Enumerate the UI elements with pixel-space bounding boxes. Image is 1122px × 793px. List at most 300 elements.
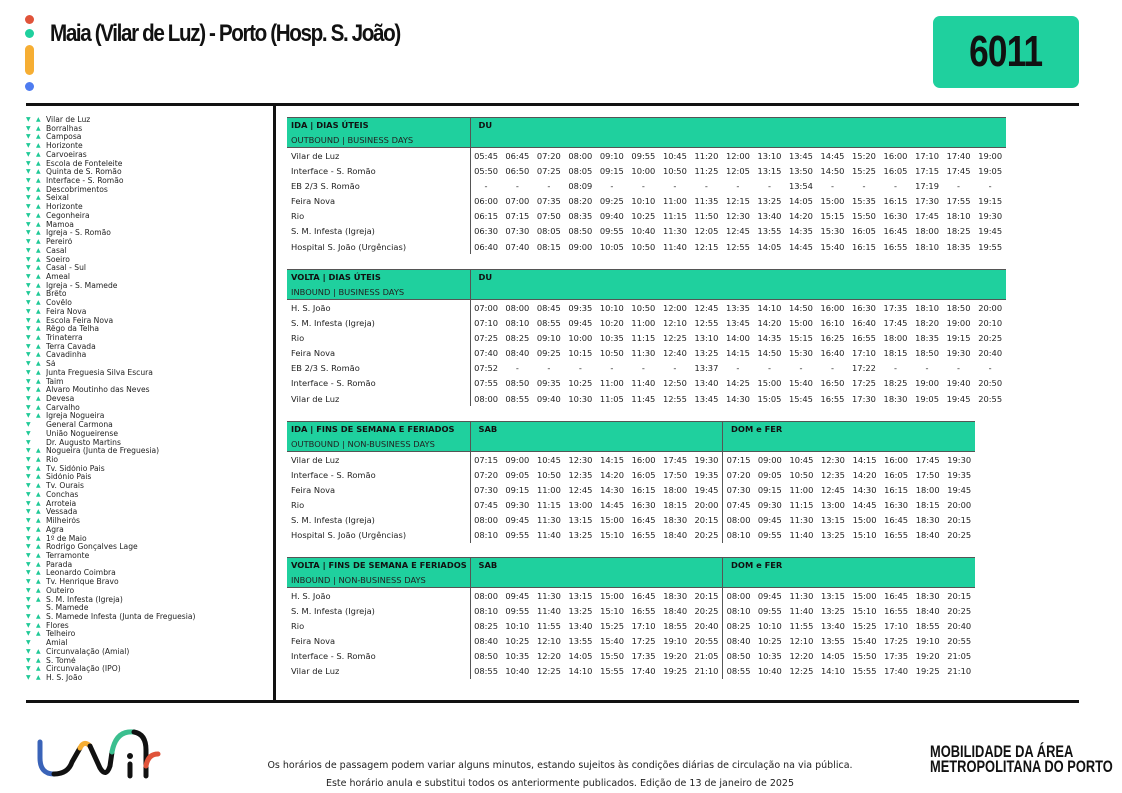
stop-name: Tv. Sidónio Pais [46, 464, 105, 473]
arrow-down-icon: ▼ [26, 133, 31, 141]
departure-time: 11:15 [536, 500, 561, 511]
stop-name: Horizonte [46, 142, 83, 151]
departure-time: 18:30 [663, 590, 688, 601]
departure-time: 18:10 [915, 241, 939, 252]
departure-time: 07:55 [470, 376, 502, 391]
stop-list-item [26, 273, 202, 282]
departure-time: 20:25 [947, 605, 972, 616]
departure-time: 20:15 [947, 515, 972, 526]
arrow-up-icon: ▲ [36, 325, 41, 333]
arrow-down-icon: ▼ [26, 429, 31, 437]
departure-time: 18:00 [915, 484, 940, 495]
departure-time: 17:35 [883, 302, 908, 313]
stop-list-item [26, 282, 202, 291]
arrow-down-icon: ▼ [26, 264, 31, 272]
arrow-up-icon: ▲ [36, 377, 41, 385]
stop-name: Soeiro [46, 255, 70, 264]
departure-time: 19:05 [915, 393, 939, 404]
arrow-down-icon: ▼ [26, 360, 31, 368]
departure-time: 08:09 [568, 180, 593, 191]
departure-time: - [767, 363, 771, 374]
row-stop-name: Rio [291, 211, 305, 222]
arrow-up-icon: ▲ [36, 168, 41, 176]
table-header-row [287, 118, 1006, 133]
departure-time: 10:50 [536, 469, 561, 480]
departure-time: 13:00 [821, 500, 845, 511]
stop-name: Telheiro [46, 630, 76, 639]
departure-time: 09:15 [505, 484, 530, 495]
departure-time: 13:40 [821, 620, 845, 631]
departure-time: 10:45 [789, 454, 814, 465]
arrow-up-icon: ▲ [36, 456, 41, 464]
stop-name: Outeiro [46, 586, 75, 595]
departure-time: 11:30 [631, 348, 656, 359]
table-title: VOLTA | DIAS ÚTEIS [287, 270, 470, 285]
departure-time: 14:30 [600, 484, 624, 495]
stop-name: Camposa [46, 133, 82, 142]
table-row [287, 193, 1006, 208]
footer-notice-1: Os horários de passagem podem variar alguns minutos, estando sujeitos às condições diárias de circulação na via pública. [267, 760, 853, 771]
stop-list-item [26, 439, 202, 448]
departure-time: 07:45 [470, 497, 502, 512]
stop-name: Igreja - S. Romão [46, 229, 111, 238]
row-stop-name: H. S. João [291, 302, 331, 313]
arrow-down-icon: ▼ [26, 386, 31, 394]
stop-list-item [26, 517, 202, 526]
table-row [287, 618, 975, 633]
arrow-down-icon: ▼ [26, 229, 31, 237]
service-spacer [723, 573, 976, 588]
departure-time: 12:10 [536, 636, 561, 647]
arrow-up-icon: ▲ [36, 177, 41, 185]
arrow-down-icon: ▼ [26, 177, 31, 185]
departure-time: 14:35 [789, 226, 813, 237]
table-row [287, 649, 975, 664]
departure-time: 11:55 [789, 620, 814, 631]
departure-time: 17:10 [631, 620, 656, 631]
departure-time: 20:55 [947, 636, 972, 647]
table-row [287, 482, 975, 497]
departure-time: 19:45 [946, 393, 971, 404]
departure-time: 08:45 [536, 302, 561, 313]
departure-time: 15:55 [600, 666, 624, 677]
departure-time: 15:40 [789, 378, 813, 389]
stop-name: Borralhas [46, 124, 83, 133]
arrow-down-icon: ▼ [26, 316, 31, 324]
stop-name: Parada [46, 560, 73, 569]
arrow-up-icon: ▲ [36, 159, 41, 167]
departure-time: 12:55 [725, 241, 750, 252]
departure-time: 21:05 [694, 651, 719, 662]
arrow-up-icon: ▲ [36, 551, 41, 559]
arrow-up-icon: ▲ [36, 665, 41, 673]
departure-time: 14:45 [600, 500, 624, 511]
departure-time: 08:40 [723, 633, 755, 648]
stop-list-item [26, 360, 202, 369]
arrow-down-icon: ▼ [26, 238, 31, 246]
arrow-up-icon: ▲ [36, 403, 41, 411]
stop-list-item [26, 133, 202, 142]
table-row [287, 315, 1006, 330]
departure-time: 20:00 [947, 500, 972, 511]
departure-time: 08:05 [536, 226, 561, 237]
table-row [287, 361, 1006, 376]
departure-time: 18:50 [946, 302, 971, 313]
departure-time: 18:40 [663, 530, 688, 541]
departure-time: 19:40 [946, 378, 971, 389]
table-subheader-row [287, 285, 1006, 300]
departure-time: 16:45 [884, 590, 909, 601]
departure-time: 10:10 [505, 620, 530, 631]
arrow-down-icon: ▼ [26, 464, 31, 472]
table-subtitle: OUTBOUND | BUSINESS DAYS [287, 133, 470, 148]
departure-time: 11:30 [789, 590, 814, 601]
departure-time: 14:05 [757, 241, 782, 252]
table-subtitle: OUTBOUND | NON-BUSINESS DAYS [287, 437, 470, 452]
departure-time: 12:50 [662, 378, 687, 389]
departure-time: 11:40 [536, 605, 561, 616]
departure-time: 10:35 [599, 332, 624, 343]
stop-list-item [26, 116, 202, 125]
arrow-down-icon: ▼ [26, 647, 31, 655]
departure-time: 08:55 [470, 664, 502, 679]
departure-time: 15:00 [600, 515, 624, 526]
departure-time: 14:10 [757, 302, 782, 313]
departure-time: 10:10 [757, 620, 782, 631]
departure-time: 09:00 [568, 241, 593, 252]
departure-time: 07:10 [470, 315, 502, 330]
row-stop-name: Feira Nova [291, 636, 336, 647]
departure-time: 12:45 [725, 226, 750, 237]
departure-time: 07:40 [505, 241, 530, 252]
departure-time: 16:45 [884, 515, 909, 526]
departure-time: 13:55 [821, 636, 845, 647]
departure-time: 21:10 [947, 666, 972, 677]
departure-time: 19:05 [978, 165, 1003, 176]
departure-time: 06:15 [470, 209, 502, 224]
departure-time: - [862, 180, 866, 191]
departure-time: 17:35 [884, 651, 909, 662]
departure-time: 16:45 [631, 590, 656, 601]
departure-time: 14:45 [820, 150, 845, 161]
departure-time: 19:25 [915, 666, 940, 677]
arrow-down-icon: ▼ [26, 543, 31, 551]
departure-time: 12:30 [568, 454, 593, 465]
departure-time: 05:45 [470, 148, 502, 163]
arrow-down-icon: ▼ [26, 473, 31, 481]
arrow-up-icon: ▲ [36, 447, 41, 455]
departure-time: 19:45 [694, 484, 719, 495]
departure-time: 14:05 [568, 651, 593, 662]
stop-name: S. Tomé [46, 656, 76, 665]
departure-time: 07:00 [505, 196, 530, 207]
arrow-down-icon: ▼ [26, 194, 31, 202]
timetable-inbound-non-business-days [287, 557, 975, 679]
departure-time: 16:45 [631, 515, 656, 526]
departure-time: 20:40 [947, 620, 972, 631]
departure-time: 14:20 [852, 469, 877, 480]
departure-time: 17:19 [915, 180, 939, 191]
departure-time: 20:25 [978, 332, 1003, 343]
table-title: IDA | DIAS ÚTEIS [287, 118, 470, 133]
departure-time: - [767, 180, 771, 191]
departure-time: 16:05 [883, 165, 908, 176]
brand-dot-blue [25, 82, 34, 91]
departure-time: 10:50 [662, 165, 687, 176]
departure-time: 08:35 [568, 211, 593, 222]
departure-time: 19:30 [947, 454, 972, 465]
stop-name: Pereiró [46, 238, 73, 247]
stop-name: Arroteia [46, 499, 77, 508]
stop-list-item [26, 630, 202, 639]
stop-name: Igreja - S. Mamede [46, 281, 118, 290]
service-spacer [470, 437, 723, 452]
stop-name: Vilar de Luz [46, 116, 91, 124]
row-stop-name: Vilar de Luz [291, 454, 340, 465]
departure-time: 13:10 [694, 332, 719, 343]
departure-time: 08:50 [723, 649, 755, 664]
stop-list-item [26, 325, 202, 334]
arrow-down-icon: ▼ [26, 342, 31, 350]
arrow-down-icon: ▼ [26, 142, 31, 150]
departure-time: 11:30 [662, 226, 687, 237]
row-stop-name: S. M. Infesta (Igreja) [291, 317, 375, 328]
stop-list-item [26, 657, 202, 666]
departure-time: 08:25 [470, 618, 502, 633]
arrow-up-icon: ▲ [36, 560, 41, 568]
stop-list-item [26, 378, 202, 387]
authority-line-1: MOBILIDADE DA ÁREA [930, 743, 1074, 761]
row-stop-name: EB 2/3 S. Romão [291, 180, 360, 191]
stop-list-item [26, 665, 202, 674]
departure-time: 14:05 [789, 196, 813, 207]
table-row [287, 345, 1006, 360]
departure-time: 17:45 [915, 454, 940, 465]
departure-time: 11:00 [631, 317, 656, 328]
departure-time: 16:45 [883, 226, 908, 237]
row-stop-name: S. M. Infesta (Igreja) [291, 515, 375, 526]
table-row [287, 330, 1006, 345]
unir-logo [36, 726, 176, 785]
departure-time: 16:30 [883, 211, 908, 222]
table-subheader-row [287, 437, 975, 452]
departure-time: 14:20 [757, 317, 782, 328]
departure-time: 18:30 [883, 393, 908, 404]
stop-list-item [26, 229, 202, 238]
arrow-down-icon: ▼ [26, 630, 31, 638]
departure-time: - [673, 180, 677, 191]
departure-time: 09:55 [505, 530, 530, 541]
arrow-down-icon: ▼ [26, 220, 31, 228]
departure-time: 11:40 [789, 605, 814, 616]
departure-time: 15:15 [789, 332, 813, 343]
departure-time: 16:55 [884, 530, 909, 541]
departure-time: 17:25 [631, 636, 656, 647]
row-stop-name: Rio [291, 500, 305, 511]
departure-time: 19:10 [663, 636, 688, 647]
departure-time: 11:00 [536, 484, 561, 495]
arrow-up-icon: ▲ [36, 386, 41, 394]
arrow-down-icon: ▼ [26, 272, 31, 280]
arrow-down-icon: ▼ [26, 438, 31, 446]
stop-list-item [26, 569, 202, 578]
row-stop-name: Interface - S. Romão [291, 651, 376, 662]
departure-time: 08:40 [470, 633, 502, 648]
stop-name: Conchas [46, 490, 79, 499]
arrow-down-icon: ▼ [26, 255, 31, 263]
departure-time: 17:45 [946, 165, 971, 176]
departure-time: 19:30 [946, 348, 971, 359]
departure-time: 08:15 [536, 241, 561, 252]
departure-time: 13:50 [789, 165, 813, 176]
arrow-up-icon: ▲ [36, 333, 41, 341]
stop-list-item [26, 308, 202, 317]
table-row [287, 376, 1006, 391]
departure-time: 12:25 [536, 666, 561, 677]
departure-time: 20:55 [978, 393, 1003, 404]
departure-time: 14:00 [725, 332, 750, 343]
arrow-up-icon: ▲ [36, 595, 41, 603]
stop-name: Interface - S. Romão [46, 177, 124, 186]
divider-vertical [273, 106, 276, 701]
footer-notice-2: Este horário anula e substitui todos os anteriormente publicados. Edição de 13 de janeiro de 2025 [325, 778, 794, 789]
departure-time: 08:50 [470, 649, 502, 664]
departure-time: 19:15 [946, 332, 971, 343]
arrow-down-icon: ▼ [26, 377, 31, 385]
arrow-down-icon: ▼ [26, 281, 31, 289]
departure-time: 13:25 [821, 530, 845, 541]
arrow-down-icon: ▼ [26, 551, 31, 559]
stop-list-item [26, 299, 202, 308]
departure-time: 06:45 [505, 150, 530, 161]
departure-time: 20:55 [694, 636, 719, 647]
departure-time: 16:50 [820, 378, 845, 389]
departure-time: 10:25 [505, 636, 530, 647]
departure-time: 16:55 [852, 332, 876, 343]
arrow-up-icon: ▲ [36, 586, 41, 594]
departure-time: 10:25 [631, 211, 656, 222]
row-stop-name: Rio [291, 332, 305, 343]
departure-time: 07:25 [536, 165, 561, 176]
departure-time: 11:45 [631, 393, 656, 404]
departure-time: 12:35 [821, 469, 845, 480]
departure-time: 17:10 [915, 150, 939, 161]
departure-time: 18:25 [946, 226, 971, 237]
departure-time: 18:40 [915, 530, 940, 541]
departure-time: 11:15 [662, 211, 687, 222]
stop-name: Flores [46, 621, 69, 630]
stop-list-item [26, 212, 202, 221]
departure-time: - [578, 363, 582, 374]
arrow-up-icon: ▲ [36, 630, 41, 638]
arrow-up-icon: ▲ [36, 412, 41, 420]
departure-time: 16:30 [631, 500, 656, 511]
arrow-up-icon: ▲ [36, 656, 41, 664]
stop-list-item [26, 221, 202, 230]
departure-time: - [470, 178, 502, 193]
service-type-label: SAB [470, 558, 723, 573]
departure-time: 13:10 [757, 150, 782, 161]
departure-time: 13:25 [568, 530, 593, 541]
departure-time: 10:40 [757, 666, 782, 677]
stop-name: Terramonte [46, 551, 90, 560]
departure-time: 17:45 [915, 211, 939, 222]
departure-time: 11:05 [599, 393, 624, 404]
departure-time: 15:00 [600, 590, 624, 601]
departure-time: 08:00 [568, 150, 593, 161]
departure-time: 07:15 [470, 452, 502, 467]
departure-time: 19:00 [978, 150, 1003, 161]
arrow-up-icon: ▲ [36, 133, 41, 141]
departure-time: 17:40 [631, 666, 656, 677]
stop-name: Escola Feira Nova [46, 316, 114, 325]
departure-time: 14:30 [852, 484, 877, 495]
stop-list-item [26, 247, 202, 256]
departure-time: 16:55 [820, 393, 845, 404]
arrow-up-icon: ▲ [36, 194, 41, 202]
brand-dot-green [25, 29, 34, 38]
departure-time: 08:55 [723, 664, 755, 679]
departure-time: 19:35 [694, 469, 719, 480]
departure-time: 18:55 [663, 620, 688, 631]
departure-time: 19:00 [915, 378, 939, 389]
timetable-outbound-business-days [287, 117, 1006, 254]
arrow-up-icon: ▲ [36, 499, 41, 507]
arrow-up-icon: ▲ [36, 351, 41, 359]
arrow-down-icon: ▼ [26, 299, 31, 307]
departure-time: 20:25 [947, 530, 972, 541]
stop-name: Horizonte [46, 203, 83, 212]
stop-name: Alvaro Moutinho das Neves [46, 386, 150, 395]
departure-time: 20:25 [694, 605, 719, 616]
departure-time: 14:25 [725, 378, 750, 389]
departure-time: 07:40 [470, 345, 502, 360]
departure-time: 10:45 [662, 150, 687, 161]
authority-line-2: METROPOLITANA DO PORTO [930, 758, 1113, 776]
departure-time: 14:20 [789, 211, 813, 222]
departure-time: - [704, 180, 708, 191]
arrow-up-icon: ▲ [36, 307, 41, 315]
departure-time: 15:40 [820, 241, 845, 252]
departure-time: 16:00 [820, 302, 845, 313]
table-subheader-row [287, 133, 1006, 148]
departure-time: 12:40 [662, 348, 687, 359]
stop-list [26, 116, 202, 683]
departure-time: 09:15 [599, 165, 624, 176]
departure-time: 17:50 [915, 469, 940, 480]
departure-time: 16:00 [631, 454, 656, 465]
stop-list-item [26, 456, 202, 465]
departure-time: 20:50 [978, 378, 1003, 389]
stop-name: Mamoa [46, 220, 74, 229]
departure-time: 09:25 [536, 348, 561, 359]
arrow-up-icon: ▲ [36, 299, 41, 307]
stop-list-item [26, 543, 202, 552]
departure-time: 17:15 [915, 165, 939, 176]
stop-name: Milheirós [46, 517, 80, 526]
stop-list-item [26, 430, 202, 439]
departure-time: 15:10 [852, 605, 877, 616]
departure-time: 16:15 [852, 241, 876, 252]
arrow-down-icon: ▼ [26, 395, 31, 402]
departure-time: - [641, 180, 645, 191]
departure-time: 13:25 [821, 605, 845, 616]
arrow-down-icon: ▼ [26, 403, 31, 411]
stop-name: Terra Cavada [46, 342, 96, 351]
arrow-down-icon: ▼ [26, 124, 31, 132]
departure-time: 18:35 [915, 332, 939, 343]
departure-time: 14:15 [852, 454, 877, 465]
